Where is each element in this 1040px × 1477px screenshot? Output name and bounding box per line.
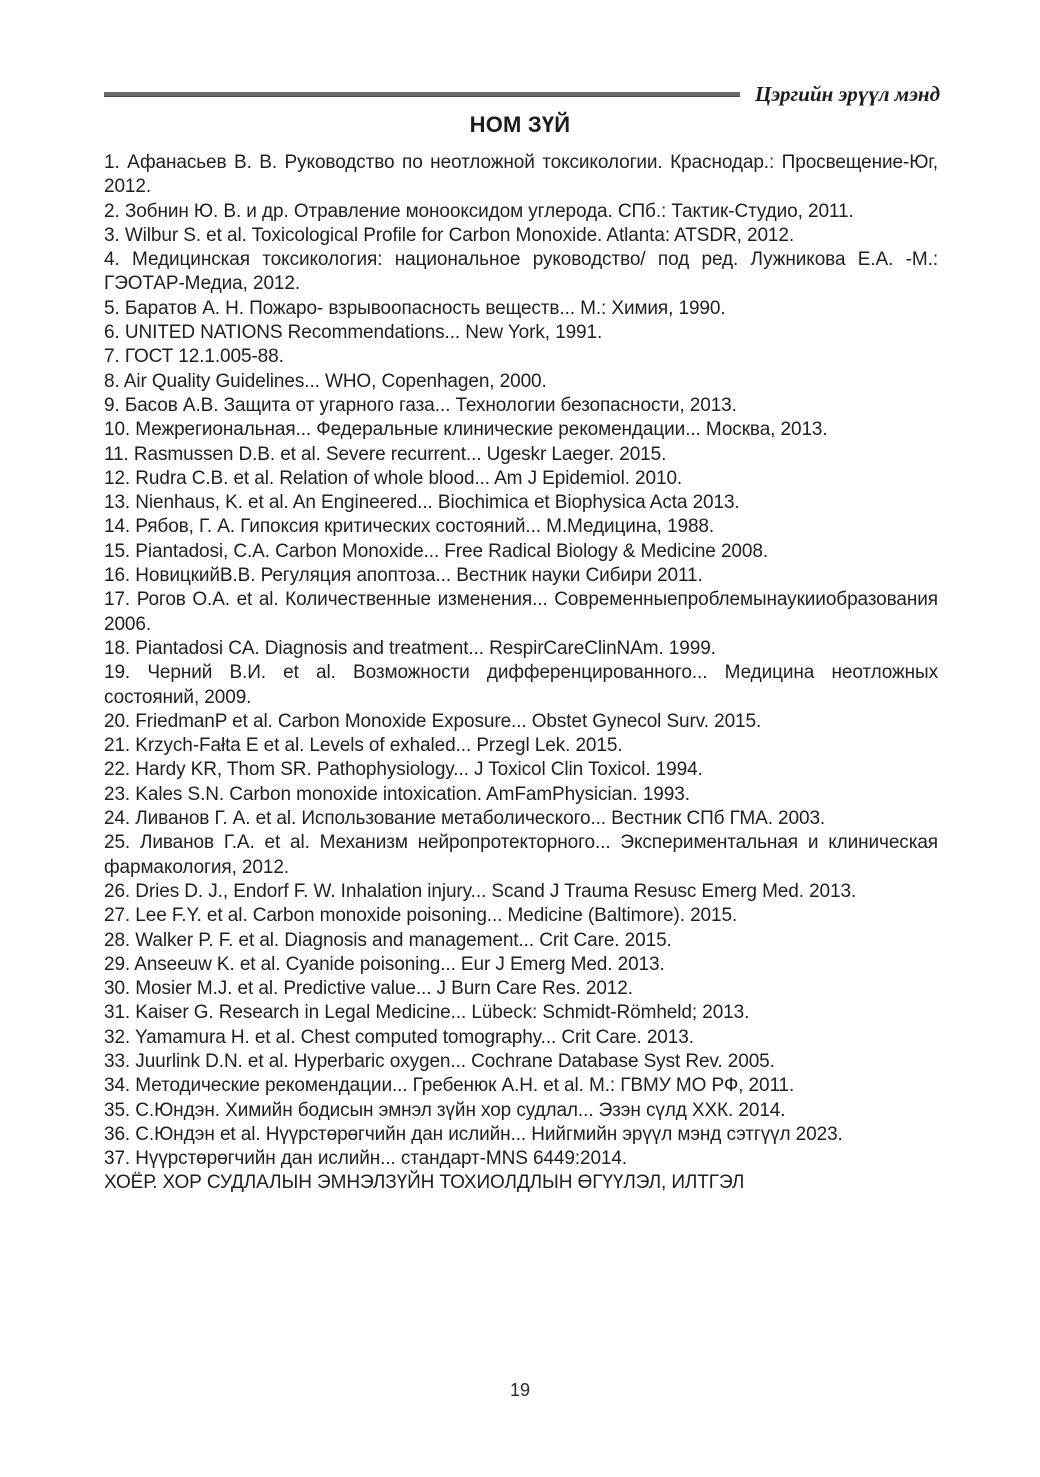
reference-item: 12. Rudra C.B. et al. Relation of whole blood... Am J Epidemiol. 2010.: [104, 467, 683, 489]
reference-item: 7. ГОСТ 12.1.005-88.: [104, 346, 284, 368]
reference-item: 26. Dries D. J., Endorf F. W. Inhalation injury... Scand J Trauma Resusc Emerg Med. 2013.: [104, 880, 857, 902]
reference-item: 18. Piantadosi CA. Diagnosis and treatment... RespirCareClinNAm. 1999.: [104, 637, 716, 659]
reference-item: 27. Lee F.Y. et al. Carbon monoxide poisoning... Medicine (Baltimore). 2015.: [104, 905, 738, 927]
reference-item: 36. С.Юндэн et al. Нүүрстөрөгчийн дан ислийн... Нийгмийн эрүүл мэнд сэтгүүл 2023.: [104, 1123, 843, 1145]
page-content: [104, 151, 938, 1196]
page-title: НОМ ЗҮЙ: [469, 112, 571, 137]
reference-item: 11. Rasmussen D.B. et al. Severe recurrent... Ugeskr Laeger. 2015.: [104, 443, 667, 465]
reference-item: 28. Walker P. F. et al. Diagnosis and management... Crit Care. 2015.: [104, 929, 672, 951]
reference-item: 32. Yamamura H. et al. Chest computed tomography... Crit Care. 2013.: [104, 1026, 694, 1048]
reference-item: 6. UNITED NATIONS Recommendations... New York, 1991.: [104, 322, 603, 344]
reference-item: 22. Hardy KR, Thom SR. Pathophysiology... J Toxicol Clin Toxicol. 1994.: [104, 759, 703, 781]
reference-item: 35. С.Юндэн. Химийн бодисын эмнэл зүйн хор судлал... Эзэн сүлд ХХК. 2014.: [104, 1099, 786, 1121]
header-rule: [104, 92, 740, 97]
reference-item: 8. Air Quality Guidelines... WHO, Copenhagen, 2000.: [104, 370, 547, 392]
reference-item: 3. Wilbur S. et al. Toxicological Profile for Carbon Monoxide. Atlanta: ATSDR, 2012.: [104, 224, 795, 246]
reference-item: 21. Krzych-Fałta E et al. Levels of exhaled... Przegl Lek. 2015.: [104, 735, 623, 757]
reference-item: 9. Басов А.В. Защита от угарного газа... Технологии безопасности, 2013.: [104, 394, 737, 416]
reference-item: 4. Медицинская токсикология: национальное руководство/ под ред. Лужникова Е.А. -М.: ГЭОТАР-Медиа, 2012.: [104, 249, 938, 295]
reference-item: 29. Anseeuw K. et al. Cyanide poisoning... Eur J Emerg Med. 2013.: [104, 953, 665, 975]
reference-item: 15. Piantadosi, C.A. Carbon Monoxide... Free Radical Biology & Medicine 2008.: [104, 540, 768, 562]
reference-item: 19. Черний В.И. et al. Возможности дифференцированного... Медицина неотложных состояний, 2009.: [104, 662, 938, 708]
next-section-heading: ХОЁР. ХОР СУДЛАЛЫН ЭМНЭЛЗҮЙН ТОХИОЛДЛЫН ӨГҮҮЛЭЛ, ИЛТГЭЛ: [104, 1172, 745, 1194]
reference-item: 14. Рябов, Г. А. Гипоксия критических состояний... М.Медицина, 1988.: [104, 516, 715, 538]
reference-item: 13. Nienhaus, K. et al. An Engineered... Biochimica et Biophysica Acta 2013.: [104, 492, 740, 514]
reference-item: 31. Kaiser G. Research in Legal Medicine... Lübeck: Schmidt-Römheld; 2013.: [104, 1002, 750, 1024]
reference-item: 1. Афанасьев В. В. Руководство по неотложной токсикологии. Краснодар.: Просвещение-Юг, 2012.: [104, 152, 938, 198]
reference-item: 24. Ливанов Г. А. et al. Использование метаболического... Вестник СПб ГМА. 2003.: [104, 808, 826, 830]
reference-item: 25. Ливанов Г.А. et al. Механизм нейропротекторного... Экспериментальная и клиническая фармакология, 2012.: [104, 832, 938, 878]
references-list: [104, 151, 938, 1171]
reference-item: 33. Juurlink D.N. et al. Hyperbaric oxygen... Cochrane Database Syst Rev. 2005.: [104, 1050, 775, 1072]
reference-item: 2. Зобнин Ю. В. и др. Отравление монооксидом углерода. СПб.: Тактик-Студио, 2011.: [104, 200, 854, 222]
page-header: [104, 82, 940, 107]
page-number: 19: [509, 1380, 531, 1400]
reference-item: 16. НовицкийВ.В. Регуляция апоптоза... Вестник науки Сибири 2011.: [104, 565, 703, 587]
journal-title: Цэргийн эрүүл мэнд: [755, 82, 940, 106]
reference-item: 30. Mosier M.J. et al. Predictive value... J Burn Care Res. 2012.: [104, 978, 633, 1000]
reference-item: 5. Баратов А. Н. Пожаро- взрывоопасность веществ... М.: Химия, 1990.: [104, 297, 726, 319]
reference-item: 37. Нүүрстөрөгчийн дан ислийн... стандарт-MNS 6449:2014.: [104, 1148, 628, 1170]
reference-item: 20. FriedmanP et al. Carbon Monoxide Exposure... Obstet Gynecol Surv. 2015.: [104, 710, 762, 732]
reference-item: 17. Рогов О.А. et al. Количественные изменения... Современныепроблемынаукииобразования 2006.: [104, 589, 938, 635]
reference-item: 34. Методические рекомендации... Гребенюк А.Н. et al. М.: ГВМУ МО РФ, 2011.: [104, 1075, 795, 1097]
reference-item: 23. Kales S.N. Carbon monoxide intoxication. AmFamPhysician. 1993.: [104, 783, 690, 805]
reference-item: 10. Межрегиональная... Федеральные клинические рекомендации... Москва, 2013.: [104, 419, 828, 441]
